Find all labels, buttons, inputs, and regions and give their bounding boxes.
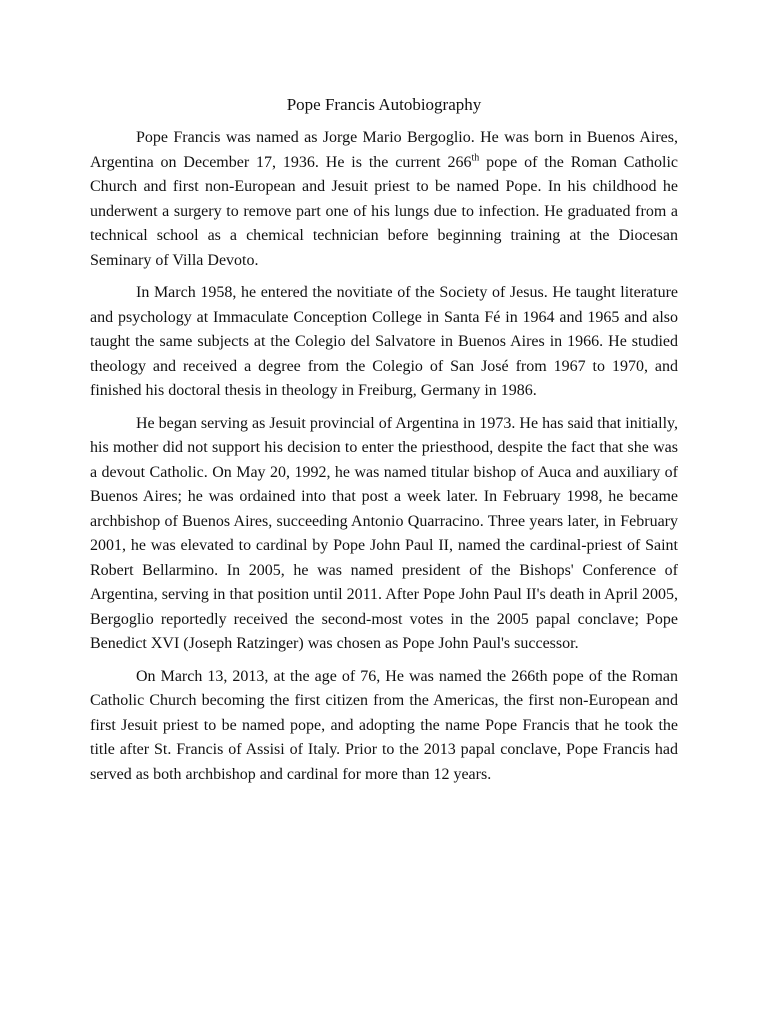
paragraph-early-life-text-1: Pope Francis was named as Jorge Mario Bergoglio. He was born in Buenos Aires, Argentina on December 17, 1936. He is the current 266 — [90, 129, 678, 171]
document-page — [90, 92, 678, 795]
paragraph-early-life — [90, 126, 678, 273]
paragraph-papacy: On March 13, 2013, at the age of 76, He was named the 266th pope of the Roman Catholic Church becoming the first citizen from the Americas, the first non-European and first Jesuit priest to be named pope, and adopting the name Pope Francis that he took the title after St. Francis of Assisi of Italy. Prior to the 2013 papal conclave, Pope Francis had served as both archbishop and cardinal for more than 12 years. — [90, 667, 678, 783]
paragraph-jesuit-education: In March 1958, he entered the novitiate of the Society of Jesus. He taught literature and psychology at Immaculate Conception College in Santa Fé in 1964 and 1965 and also taught the same subjects at the Colegio del Salvatore in Buenos Aires in 1966. He studied theology and received a degree from the Colegio of San José from 1967 to 1970, and finished his doctoral thesis in theology in Freiburg, Germany in 1986. — [90, 284, 678, 399]
document-title: Pope Francis Autobiography — [286, 95, 482, 114]
paragraph-episcopal-career: He began serving as Jesuit provincial of Argentina in 1973. He has said that initially, his mother did not support his decision to enter the priesthood, despite the fact that she was a devout Catholic. On May 20, 1992, he was named titular bishop of Auca and auxiliary of Buenos Aires; he was ordained into that post a week later. In February 1998, he became archbishop of Buenos Aires, succeeding Antonio Quarracino. Three years later, in February 2001, he was elevated to cardinal by Pope John Paul II, named the cardinal-priest of Saint Robert Bellarmino. In 2005, he was named president of the Bishops' Conference of Argentina, serving in that position until 2011. After Pope John Paul II's death in April 2005, Bergoglio reportedly received the second-most votes in the 2005 papal conclave; Pope Benedict XVI (Joseph Ratzinger) was chosen as Pope John Paul's successor. — [90, 414, 678, 652]
ordinal-superscript: th — [471, 152, 480, 164]
paragraph-early-life-text-2: pope of the Roman Catholic Church and first non-European and Jesuit priest to be named Pope. In his childhood he underwent a surgery to remove part one of his lungs due to infection. He graduated from a technical school as a chemical technician before beginning training at the Diocesan Seminary of Villa Devoto. — [90, 153, 678, 269]
